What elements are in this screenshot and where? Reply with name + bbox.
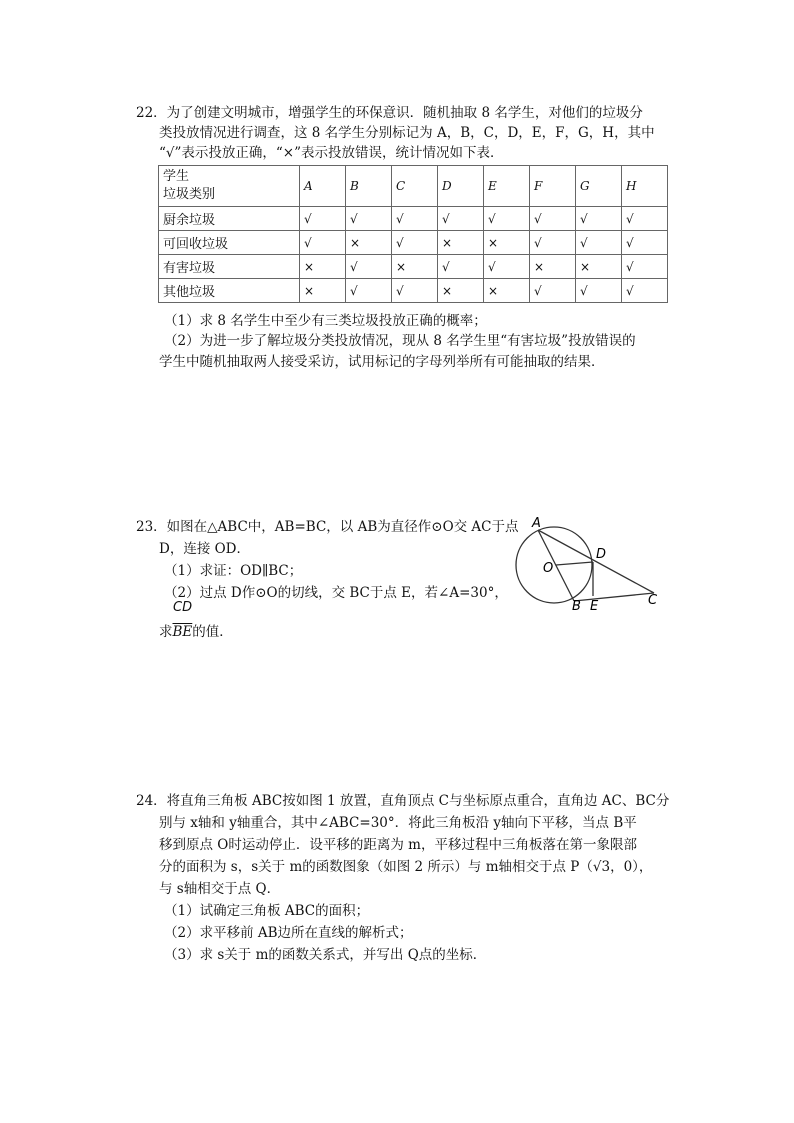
mark-cell: ×: [576, 255, 622, 279]
student-header: A: [300, 166, 346, 207]
header-students-label: 学生: [163, 169, 190, 184]
student-header: C: [392, 166, 438, 207]
category-cell: 有害垃圾: [159, 255, 300, 279]
q23-subquestion-2-continued: [159, 623, 233, 641]
student-header: F: [530, 166, 576, 207]
q23-line-2: D，连接 OD．: [159, 541, 251, 557]
student-header: E: [484, 166, 530, 207]
label-b: B: [572, 599, 581, 614]
fraction-denominator: $\overline{BE}$: [172, 624, 193, 640]
ask-prefix: 求: [159, 624, 173, 640]
q24-line-1: 24．将直角三角板 ABC按如图 1 放置，直角顶点 C与坐标原点重合，直角边 AC、BC分: [136, 793, 670, 809]
mark-cell: √: [438, 207, 484, 231]
mark-cell: ×: [392, 255, 438, 279]
table-row: [159, 207, 668, 231]
mark-cell: ×: [300, 255, 346, 279]
table-row: [159, 255, 668, 279]
mark-cell: √: [622, 231, 668, 255]
mark-cell: √: [346, 255, 392, 279]
q24-line-5: 与 s轴相交于点 Q．: [159, 881, 281, 897]
survey-table: [158, 165, 668, 303]
mark-cell: √: [576, 231, 622, 255]
ask-suffix: 的值．: [192, 624, 233, 640]
q22-line-2: 类投放情况进行调查，这 8 名学生分别标记为 A，B，C，D，E，F，G，H，其中: [159, 125, 655, 141]
q23-subquestion-1: （1）求证：OD∥BC；: [164, 563, 303, 579]
q22-line-3: “√”表示投放正确，“×”表示投放错误，统计情况如下表．: [159, 145, 504, 161]
mark-cell: √: [392, 231, 438, 255]
mark-cell: √: [346, 279, 392, 303]
student-header: G: [576, 166, 622, 207]
label-e: E: [590, 599, 599, 614]
mark-cell: √: [576, 207, 622, 231]
q22-line-1: 22．为了创建文明城市，增强学生的环保意识．随机抽取 8 名学生，对他们的垃圾分: [136, 105, 643, 121]
q24-line-4: 分的面积为 s，s关于 m的函数图象（如图 2 所示）与 m轴相交于点 P（√3，0），: [159, 859, 653, 875]
mark-cell: ×: [530, 255, 576, 279]
mark-cell: √: [346, 207, 392, 231]
q24-subquestion-2: （2）求平移前 AB边所在直线的解析式；: [164, 925, 413, 941]
mark-cell: √: [576, 279, 622, 303]
q23-subquestion-2: （2）过点 D作⊙O的切线，交 BC于点 E，若∠A=30°，: [164, 585, 508, 601]
mark-cell: ×: [484, 231, 530, 255]
student-header: D: [438, 166, 484, 207]
label-o: O: [543, 561, 554, 576]
mark-cell: ×: [484, 279, 530, 303]
segment-od: [556, 562, 593, 565]
mark-cell: ×: [438, 231, 484, 255]
q22-subquestion-2-continued: 学生中随机抽取两人接受采访，试用标记的字母列举所有可能抽取的结果．: [159, 354, 605, 370]
q24-subquestion-1: （1）试确定三角板 ABC的面积；: [164, 903, 370, 919]
mark-cell: ×: [300, 279, 346, 303]
category-cell: 可回收垃圾: [159, 231, 300, 255]
mark-cell: √: [300, 231, 346, 255]
mark-cell: √: [392, 279, 438, 303]
mark-cell: √: [622, 255, 668, 279]
q24-subquestion-3: （3）求 s关于 m的函数关系式，并写出 Q点的坐标．: [164, 947, 487, 963]
q24-line-2: 别与 x轴和 y轴重合，其中∠ABC=30°．将此三角板沿 y轴向下平移，当点 B平: [159, 815, 637, 831]
label-a: A: [532, 516, 541, 531]
student-header: H: [622, 166, 668, 207]
segment-bc: [574, 593, 654, 601]
mark-cell: √: [484, 207, 530, 231]
mark-cell: √: [438, 255, 484, 279]
label-c: C: [648, 593, 658, 608]
mark-cell: √: [530, 279, 576, 303]
table-header-row: [159, 166, 668, 207]
mark-cell: √: [530, 231, 576, 255]
q22-subquestion-2: （2）为进一步了解垃圾分类投放情况，现从 8 名学生里“有害垃圾”投放错误的: [164, 333, 636, 349]
table-corner-header: [159, 166, 300, 207]
mark-cell: √: [530, 207, 576, 231]
mark-cell: √: [484, 255, 530, 279]
mark-cell: √: [300, 207, 346, 231]
fraction-numerator: CD: [173, 600, 193, 615]
mark-cell: √: [622, 207, 668, 231]
student-header: B: [346, 166, 392, 207]
table-row: [159, 279, 668, 303]
table-row: [159, 231, 668, 255]
category-cell: 其他垃圾: [159, 279, 300, 303]
category-cell: 厨余垃圾: [159, 207, 300, 231]
mark-cell: √: [392, 207, 438, 231]
mark-cell: ×: [438, 279, 484, 303]
label-d: D: [596, 547, 607, 562]
q24-line-3: 移到原点 O时运动停止．设平移的距离为 m，平移过程中三角板落在第一象限部: [159, 837, 637, 853]
mark-cell: ×: [346, 231, 392, 255]
circle-triangle-figure: [510, 510, 670, 615]
q22-subquestion-1: （1）求 8 名学生中至少有三类垃圾投放正确的概率；: [164, 313, 487, 329]
q23-line-1: 23．如图在△ABC中，AB=BC，以 AB为直径作⊙O交 AC于点: [136, 519, 519, 535]
mark-cell: √: [622, 279, 668, 303]
header-category-label: 垃圾类别: [163, 187, 216, 202]
